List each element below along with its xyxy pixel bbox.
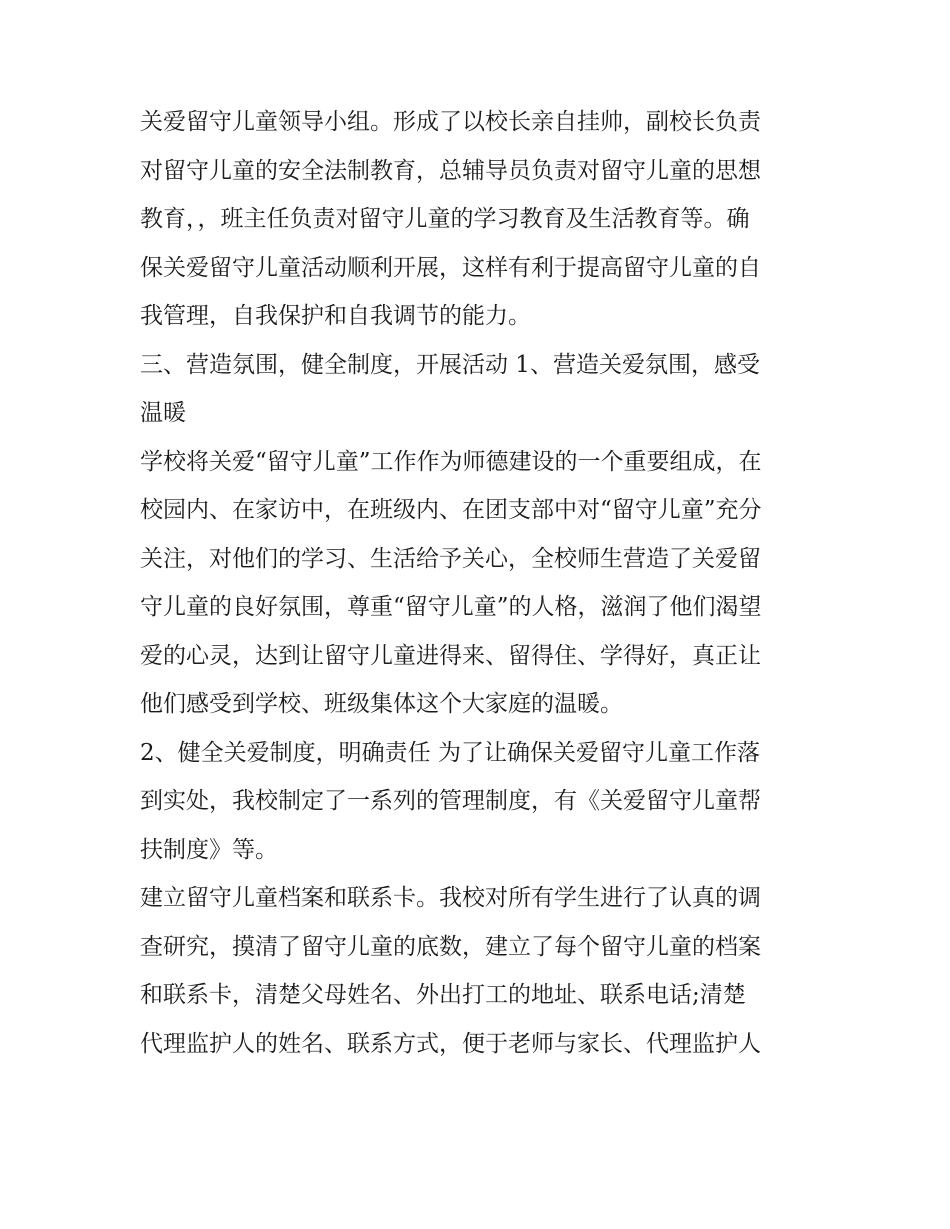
text-line: 关注，对他们的学习、生活给予关心，全校师生营造了关爱留 — [140, 545, 761, 572]
section-heading-line: 三、营造氛围，健全制度，开展活动 1、营造关爱氛围，感受 — [140, 351, 760, 378]
text-line: 保关爱留守儿童活动顺利开展，这样有利于提高留守儿童的自 — [140, 254, 761, 281]
text-line: 扶制度》等。 — [140, 836, 278, 863]
section-heading-line: 温暖 — [140, 400, 186, 426]
text-line: 学校将关爱“留守儿童”工作作为师德建设的一个重要组成，在 — [140, 448, 762, 475]
text-line: 和联系卡，清楚父母姓名、外出打工的地址、联系电话;清楚 — [140, 982, 746, 1008]
text-line: 对留守儿童的安全法制教育，总辅导员负责对留守儿童的思想 — [140, 157, 761, 184]
text-line: 校园内、在家访中，在班级内、在团支部中对“留守儿童”充分 — [140, 497, 762, 523]
body-text — [140, 98, 815, 1068]
text-line: 建立留守儿童档案和联系卡。我校对所有学生进行了认真的调 — [140, 885, 761, 911]
text-line: 爱的心灵，达到让留守儿童进得来、留得住、学得好，真正让 — [140, 642, 761, 669]
text-line: 他们感受到学校、班级集体这个大家庭的温暖。 — [140, 691, 623, 717]
text-line: 关爱留守儿童领导小组。形成了以校长亲自挂帅，副校长负责 — [140, 109, 761, 135]
subheading-line: 2、健全关爱制度，明确责任 为了让确保关爱留守儿童工作落 — [140, 739, 760, 766]
text-line: 查研究，摸清了留守儿童的底数，建立了每个留守儿童的档案 — [140, 933, 761, 960]
text-line: 代理监护人的姓名、联系方式，便于老师与家长、代理监护人 — [140, 1030, 761, 1057]
text-line: 我管理，自我保护和自我调节的能力。 — [140, 303, 531, 329]
text-line: 守儿童的良好氛围，尊重“留守儿童”的人格，滋润了他们渴望 — [140, 594, 762, 620]
text-line: 到实处，我校制定了一系列的管理制度，有《关爱留守儿童帮 — [140, 788, 761, 814]
text-line: 教育，，班主任负责对留守儿童的学习教育及生活教育等。确 — [140, 206, 750, 232]
